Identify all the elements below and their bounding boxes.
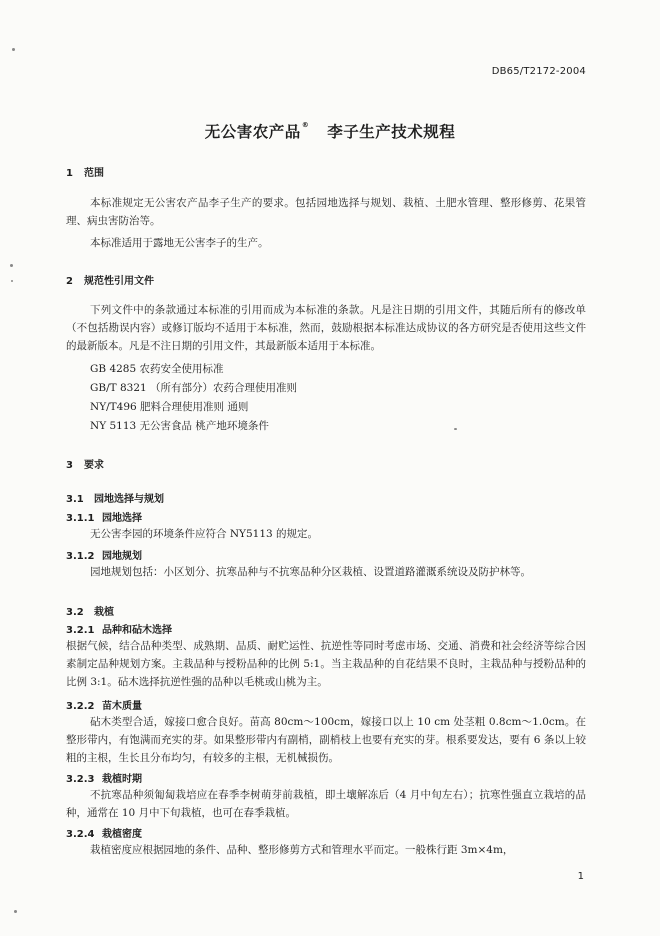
subsection-heading-3-2-4: 3.2.4 栽植密度 xyxy=(66,829,142,840)
registered-mark: ® xyxy=(301,120,310,129)
document-title xyxy=(0,120,660,142)
scan-speck xyxy=(12,48,15,51)
subsection-3-2-3-text: 不抗寒品种须匍匐栽培应在春季李树萌芽前栽植，即土壤解冻后（4 月中旬左右）；抗寒性强直立栽培的品种，通常在 10 月中下旬栽植，也可在春季栽植。 xyxy=(66,789,586,819)
subsection-heading-3-2-2: 3.2.2 苗木质量 xyxy=(66,701,142,712)
subsection-heading-3-2-1: 3.2.1 品种和砧木选择 xyxy=(66,625,172,636)
subsection-heading-3-1: 3.1 园地选择与规划 xyxy=(66,494,164,505)
reference-item: NY/T496 肥料合理使用准则 通则 xyxy=(90,401,249,413)
title-part-2: 李子生产技术规程 xyxy=(327,123,456,141)
section-1-paragraph-1: 本标准规定无公害农产品李子生产的要求。包括园地选择与规划、栽植、土肥水管理、整形修剪、花果管理、病虫害防治等。 xyxy=(66,197,586,227)
subsection-3-1-2-text: 园地规划包括：小区划分、抗寒品种与不抗寒品种分区栽植、设置道路灌溉系统设及防护林等。 xyxy=(90,566,531,578)
section-heading-3: 3 要求 xyxy=(66,460,104,471)
subsection-3-2-4-text: 栽植密度应根据园地的条件、品种、整形修剪方式和管理水平而定。一般株行距 3m×4m， xyxy=(90,844,514,856)
title-part-1: 无公害农产品 xyxy=(204,123,301,141)
subsection-heading-3-2: 3.2 栽植 xyxy=(66,607,114,618)
subsection-heading-3-1-1: 3.1.1 园地选择 xyxy=(66,513,142,524)
reference-item: NY 5113 无公害食品 桃产地环境条件 xyxy=(90,420,269,432)
section-heading-1: 1 范围 xyxy=(66,168,104,179)
section-2-paragraph-1: 下列文件中的条款通过本标准的引用而成为本标准的条款。凡是注日期的引用文件，其随后所有的修改单（不包括勘误内容）或修订版均不适用于本标准，然而，鼓励根据本标准达成协议的各方研究是否使用这些文件的最新版本。凡是不注日期的引用文件，其最新版本适用于本标准。 xyxy=(66,304,586,352)
subsection-heading-3-2-3: 3.2.3 栽植时期 xyxy=(66,774,142,785)
subsection-heading-3-1-2: 3.1.2 园地规划 xyxy=(66,551,142,562)
scan-speck xyxy=(14,910,17,913)
section-heading-2: 2 规范性引用文件 xyxy=(66,276,154,287)
reference-item: GB 4285 农药安全使用标准 xyxy=(90,363,224,375)
scan-speck xyxy=(454,428,457,430)
page-number: 1 xyxy=(577,871,584,882)
reference-item: GB/T 8321 （所有部分）农药合理使用准则 xyxy=(90,382,298,394)
subsection-3-2-2-text: 砧木类型合适，嫁接口愈合良好。苗高 80cm～100cm，嫁接口以上 10 cm 处茎粗 0.8cm～1.0cm。在整形带内，有饱满而充实的芽。如果整形带内有副梢，副梢枝上也要有充实的芽。根系要发达，要有 6 条以上较粗的主根，生长且分布均匀，有较多的主根，无机械损伤。 xyxy=(66,716,586,764)
subsection-3-2-1-text: 根据气候，结合品种类型、成熟期、品质、耐贮运性、抗逆性等同时考虑市场、交通、消费和社会经济等综合因素制定品种规划方案。主栽品种与授粉品种的比例 5:1。当主栽品种的自花结果不良时，主栽品种与授粉品种的比例 3:1。砧木选择抗逆性强的品种以毛桃或山桃为主。 xyxy=(66,640,586,688)
document-number: DB65/T2172-2004 xyxy=(491,66,586,77)
scan-speck xyxy=(11,280,13,282)
scan-speck xyxy=(10,264,13,267)
section-1-paragraph-2: 本标准适用于露地无公害李子的生产。 xyxy=(90,237,269,249)
subsection-3-1-1-text: 无公害李园的环境条件应符合 NY5113 的规定。 xyxy=(90,528,319,540)
